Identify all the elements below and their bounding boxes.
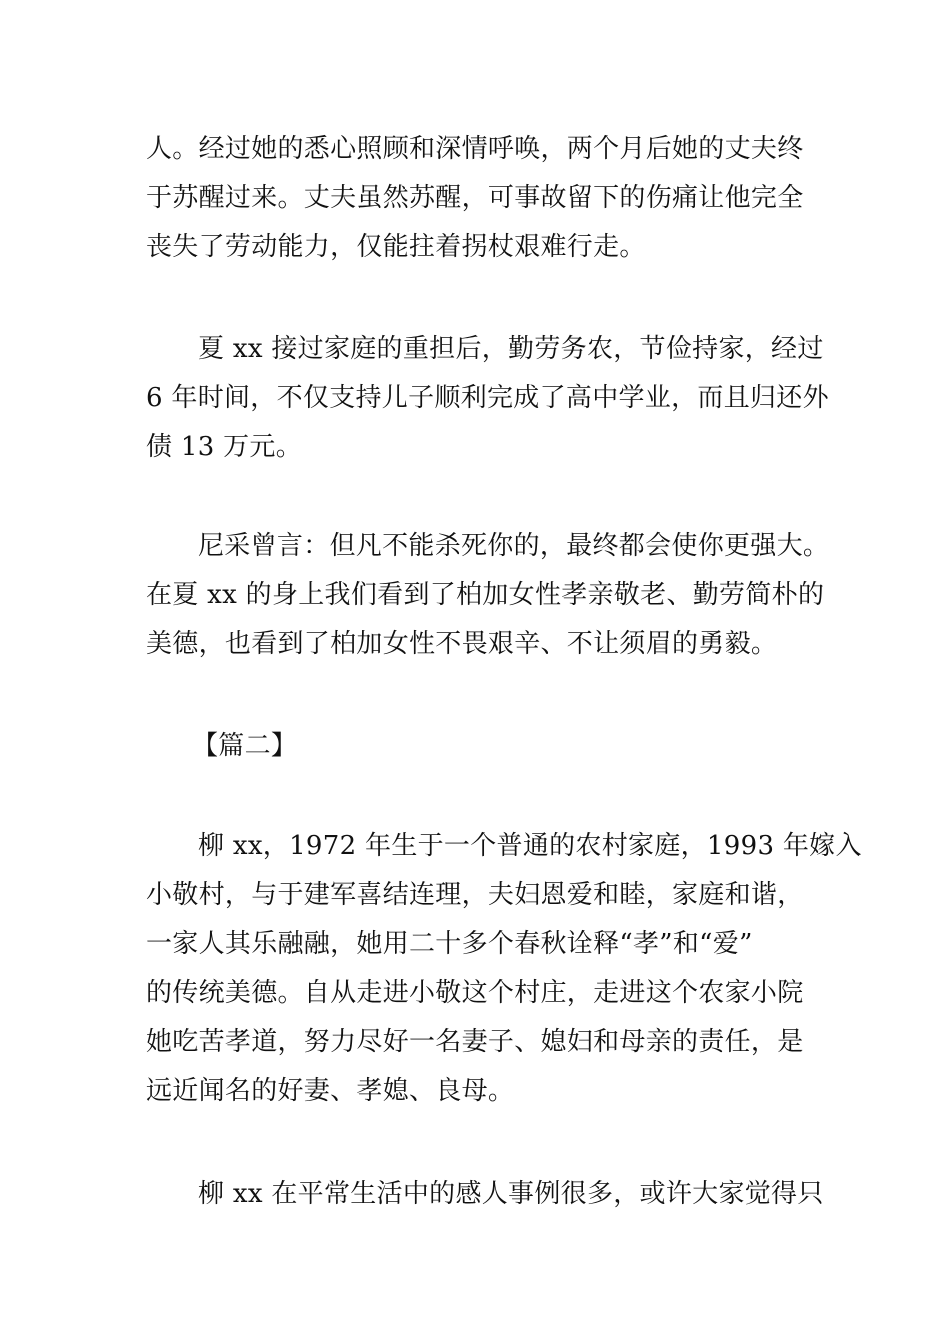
paragraph-liu-intro [146,822,862,1116]
text-line: 美德，也看到了柏加女性不畏艰辛、不让须眉的勇毅。 [146,629,778,659]
section-title: 【篇二】 [192,731,298,761]
paragraph-family-burden [146,325,829,472]
paragraph-liu-deeds [146,1170,826,1219]
text-line: 远近闻名的好妻、孝媳、良母。 [146,1076,515,1106]
text-line: 在夏 xx 的身上我们看到了柏加女性孝亲敬老、勤劳简朴的 [146,580,825,610]
text-line: 夏 xx 接过家庭的重担后，勤劳务农，节俭持家，经过 [198,334,824,364]
text-line: 人。经过她的悉心照顾和深情呼唤，两个月后她的丈夫终 [146,134,804,164]
text-line: 柳 xx，1972 年生于一个普通的农村家庭，1993 年嫁入 [198,831,862,861]
paragraph-husband-recovery [146,125,826,272]
text-line: 于苏醒过来。丈夫虽然苏醒，可事故留下的伤痛让他完全 [146,183,804,213]
text-line: 丧失了劳动能力，仅能拄着拐杖艰难行走。 [146,232,646,262]
text-line: 一家人其乐融融，她用二十多个春秋诠释“孝”和“爱” [146,929,753,959]
paragraph-nietzsche-quote [146,522,830,669]
text-line: 小敬村，与于建军喜结连理，夫妇恩爱和睦，家庭和谐， [146,880,804,910]
text-line: 尼采曾言：但凡不能杀死你的，最终都会使你更强大。 [198,531,830,561]
text-line: 柳 xx 在平常生活中的感人事例很多，或许大家觉得只 [198,1179,824,1209]
text-line: 6 年时间，不仅支持儿子顺利完成了高中学业，而且归还外 [146,383,829,413]
text-line: 债 13 万元。 [146,432,303,462]
text-line: 她吃苦孝道，努力尽好一名妻子、媳妇和母亲的责任，是 [146,1027,804,1057]
text-line: 的传统美德。自从走进小敬这个村庄，走进这个农家小院 [146,978,804,1008]
section-heading [146,722,826,771]
